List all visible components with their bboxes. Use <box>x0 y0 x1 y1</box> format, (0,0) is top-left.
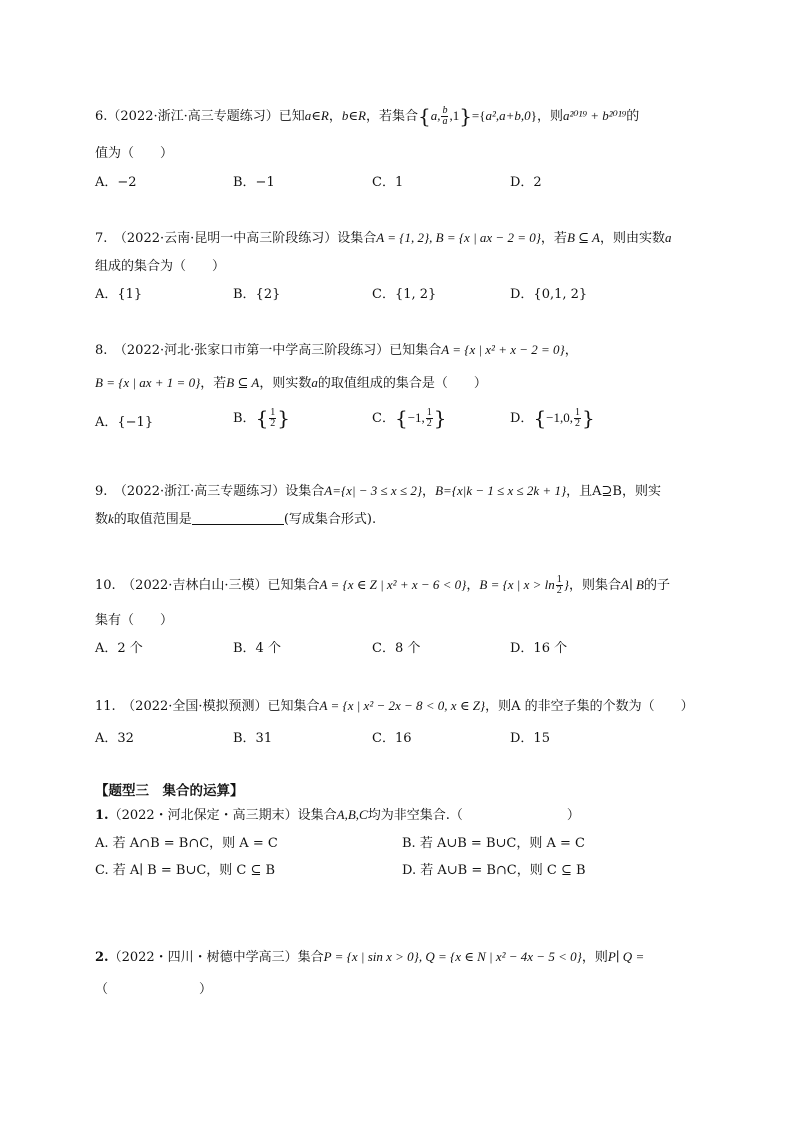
q10-line2: 集有（ ） <box>95 613 174 628</box>
q6-option-a: A．−2 <box>95 175 137 190</box>
q8-option-d <box>510 408 595 429</box>
q6-frac-den: a <box>442 116 448 127</box>
q10-fraction <box>556 575 563 596</box>
q10-mid: ，则集合 <box>569 578 622 593</box>
s1-line1 <box>95 806 580 825</box>
s1-tail: 均为非空集合.（ ） <box>367 808 580 823</box>
q7-option-d: D．{0,1, 2} <box>510 287 588 302</box>
q7-line1 <box>95 229 672 248</box>
q9-line1 <box>95 482 661 501</box>
s1-option-c: C. 若 A∣ B = B∪C，则 C ⊆ B <box>95 863 276 878</box>
q8-c-lead: −1, <box>407 410 425 425</box>
q10-frac-num: 1 <box>556 574 562 585</box>
q8-b-brace-open: { <box>255 406 269 430</box>
s1-number: 1. <box>95 808 109 823</box>
q6-set-left-a: a, <box>430 108 441 123</box>
q6-then: ，则 <box>536 109 563 124</box>
q11-line1 <box>95 697 694 716</box>
s1-option-b: B. 若 A∪B = B∪C，则 A = C <box>402 836 585 851</box>
s1-intro: （2022・河北保定・高三期末）设集合 <box>108 808 337 823</box>
s2-intro: （2022・四川・树德中学高三）集合 <box>108 950 324 965</box>
section-heading: 【题型三 集合的运算】 <box>95 783 244 799</box>
q11-option-c: C．16 <box>372 731 412 746</box>
q6-sep1: ， <box>328 109 342 124</box>
q8-intro: 8. （2022·河北·张家口市第一中学高三阶段练习）已知集合 <box>95 343 442 358</box>
s2-line1 <box>95 948 644 967</box>
q9-line2-post: 的取值范围是 <box>113 512 192 527</box>
q8-c-brace-close: } <box>433 406 447 430</box>
q7-var: a <box>665 230 672 245</box>
q6-brace-close: } <box>459 104 472 128</box>
q6-line2: 值为（ ） <box>95 146 174 161</box>
q6-set-left-rest: ,1 <box>449 108 460 123</box>
q7-sets: A = {1, 2}, B = {x | ax − 2 = 0} <box>376 230 541 245</box>
q6-tail: 的 <box>626 109 640 124</box>
q6-intro: 6.（2022·浙江·高三专题练习）已知 <box>95 109 305 124</box>
q6-equals: = <box>471 108 480 123</box>
q10-line1 <box>95 575 670 596</box>
q8-d-lead: −1,0, <box>546 410 574 425</box>
q6-rbrace-open: { <box>479 108 486 123</box>
q11-option-b: B．31 <box>233 731 273 746</box>
q10-option-d: D．16 个 <box>510 641 568 656</box>
q10-frac-den: 2 <box>556 585 562 596</box>
s2-line2: （ ） <box>95 982 213 997</box>
q8-d-frac-den: 2 <box>575 418 581 429</box>
q8-option-b-prefix: B． <box>233 411 256 426</box>
q8-d-brace-close: } <box>582 406 595 430</box>
q6-brace-open: { <box>417 104 431 128</box>
q6-set-right: a²,a+b,0 <box>485 108 531 123</box>
q6-rbrace-close: } <box>530 108 537 123</box>
q6-option-b: B．−1 <box>233 175 275 190</box>
q9-line2-end: (写成集合形式). <box>283 512 377 527</box>
q8-line1 <box>95 341 578 360</box>
q10-set-b-pre: B = {x | x > ln <box>479 577 555 592</box>
q8-subset: B ⊆ A <box>226 375 260 390</box>
q6-cond-a: a∈R <box>304 108 329 123</box>
q8-comma: ， <box>564 343 578 358</box>
q10-set-a: A = {x ∈ Z | x² + x − 6 < 0} <box>319 577 467 592</box>
q11-tail: ，则A 的非空子集的个数为（ ） <box>485 699 694 714</box>
q10-option-a: A．2 个 <box>95 641 143 656</box>
q10-tail: 的子 <box>643 578 670 593</box>
q10-set-b-post: } <box>563 577 569 592</box>
q7-mid: ，若 <box>540 231 567 246</box>
q8-c-frac-num: 1 <box>426 407 432 418</box>
q8-option-d-prefix: D． <box>510 411 534 426</box>
q8-option-c <box>372 408 447 429</box>
q10-comma: ， <box>466 578 480 593</box>
q8-var: a <box>311 375 318 390</box>
q10-option-b: B．4 个 <box>233 641 281 656</box>
q8-b-brace-close: } <box>277 406 291 430</box>
q7-line2: 组成的集合为（ ） <box>95 259 226 274</box>
q8-option-c-prefix: C． <box>372 411 395 426</box>
s1-option-d: D. 若 A∪B = B∩C，则 C ⊆ B <box>402 863 586 878</box>
s2-mid: ，则 <box>581 950 608 965</box>
q8-mid: ，若 <box>200 376 227 391</box>
q6-fraction <box>441 106 448 127</box>
q10-expr: A∣ B <box>621 577 644 592</box>
s2-sets: P = {x | sin x > 0}, Q = {x ∈ N | x² − 4x − 5 < 0} <box>323 949 582 964</box>
q6-sep2: ，若集合 <box>365 109 418 124</box>
q11-set-a: A = {x | x² − 2x − 8 < 0, x ∈ Z} <box>319 698 486 713</box>
q9-line2 <box>95 510 376 529</box>
q9-comma: ， <box>422 484 436 499</box>
q10-option-c: C．8 个 <box>372 641 421 656</box>
q11-option-d: D．15 <box>510 731 550 746</box>
q8-d-frac-num: 1 <box>575 407 581 418</box>
q8-b-frac-num: 1 <box>270 407 276 418</box>
q8-d-fraction <box>574 408 581 429</box>
q9-set-b: B={x|k − 1 ≤ x ≤ 2k + 1} <box>435 483 567 498</box>
q11-option-a: A．32 <box>95 731 134 746</box>
q11-intro: 11. （2022·全国·模拟预测）已知集合 <box>95 699 320 714</box>
q8-option-b <box>233 408 290 429</box>
q9-line2-pre: 数 <box>95 512 109 527</box>
q8-d-brace-open: { <box>533 406 547 430</box>
q8-line2 <box>95 374 487 393</box>
s2-number: 2. <box>95 950 109 965</box>
q6-frac-num: b <box>442 105 448 116</box>
q7-subset: B ⊆ A <box>566 230 600 245</box>
q7-tail: ，则由实数 <box>599 231 665 246</box>
q8-c-frac-den: 2 <box>426 418 432 429</box>
q9-tail: ，且A⊇B，则实 <box>566 484 661 499</box>
q8-c-fraction <box>426 408 433 429</box>
q8-set-a: A = {x | x² + x − 2 = 0} <box>441 342 565 357</box>
q10-intro: 10. （2022·吉林白山·三模）已知集合 <box>95 578 320 593</box>
q9-answer-blank[interactable] <box>192 510 284 525</box>
q8-tail: 的取值组成的集合是（ ） <box>317 376 487 391</box>
q6-line1 <box>95 106 639 127</box>
s1-option-a: A. 若 A∩B = B∩C，则 A = C <box>95 836 278 851</box>
q7-option-a: A．{1} <box>95 287 143 302</box>
q8-option-a: A．{−1} <box>95 415 154 430</box>
q6-power-expr: a²⁰¹⁹ + b²⁰¹⁹ <box>562 108 627 123</box>
q9-var: k <box>108 511 114 526</box>
q7-intro: 7. （2022·云南·昆明一中高三阶段练习）设集合 <box>95 231 377 246</box>
q8-b-frac-den: 2 <box>270 418 276 429</box>
q6-option-d: D．2 <box>510 175 542 190</box>
q9-intro: 9. （2022·浙江·高三专题练习）设集合 <box>95 484 325 499</box>
q8-mid2: ，则实数 <box>259 376 312 391</box>
q8-c-brace-open: { <box>394 406 408 430</box>
q8-set-b: B = {x | ax + 1 = 0} <box>95 375 201 390</box>
q6-cond-b: b∈R <box>341 108 366 123</box>
q7-option-c: C．{1, 2} <box>372 287 437 302</box>
q9-set-a: A={x| − 3 ≤ x ≤ 2} <box>324 483 423 498</box>
s2-expr: P∣ Q = <box>607 949 645 964</box>
q7-option-b: B．{2} <box>233 287 281 302</box>
q8-b-fraction <box>269 408 276 429</box>
q6-option-c: C．1 <box>372 175 404 190</box>
s1-sets: A,B,C <box>336 807 368 822</box>
